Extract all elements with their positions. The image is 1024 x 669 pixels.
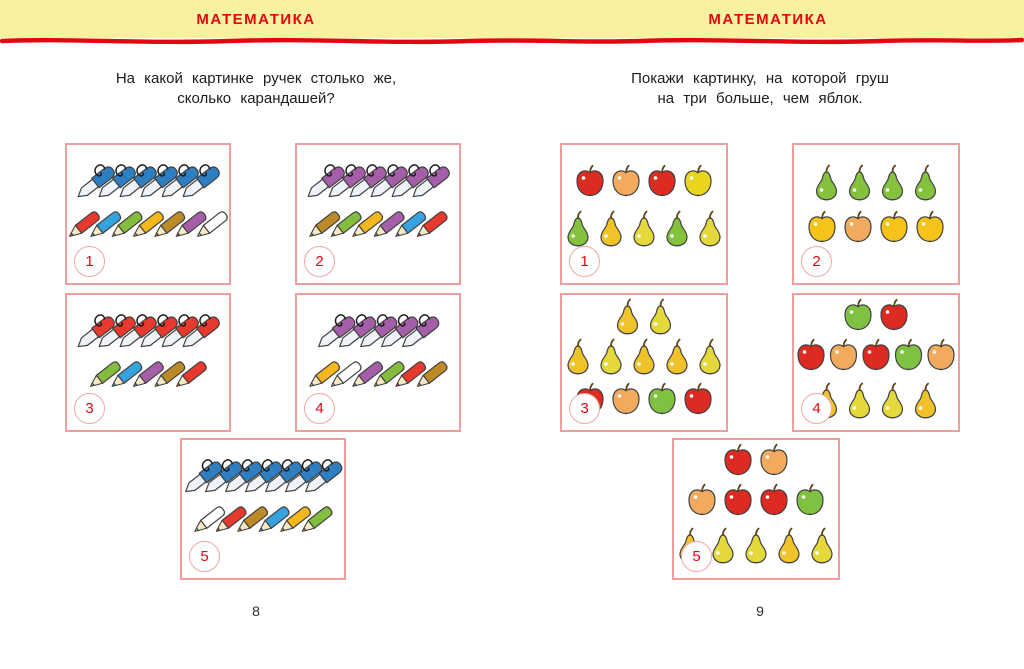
pear-icon [883, 166, 903, 200]
page-number-right: 9 [756, 603, 764, 619]
pear-icon [634, 340, 654, 374]
answer-box-9-4[interactable] [792, 293, 960, 432]
answer-box-9-5[interactable] [672, 438, 840, 580]
pear-icon [779, 529, 799, 563]
apple-icon [798, 340, 824, 370]
apple-icon [797, 485, 823, 515]
pear-icon [667, 340, 687, 374]
page-number-left: 8 [252, 603, 260, 619]
box-number-badge: 4 [304, 393, 335, 424]
question-line: На какой картинке ручек столько же, [115, 70, 397, 87]
apple-icon [725, 445, 751, 475]
apple-icon [613, 384, 639, 414]
pear-icon [812, 529, 832, 563]
pear-icon [883, 384, 903, 418]
apple-icon [649, 166, 675, 196]
pear-icon [601, 212, 621, 246]
pear-icon [618, 300, 638, 334]
apple-icon [881, 212, 907, 242]
question-line: сколько карандашей? [177, 90, 335, 107]
pear-icon [746, 529, 766, 563]
pear-icon [713, 529, 733, 563]
apple-icon [896, 340, 922, 370]
answer-box-8-5[interactable] [180, 438, 346, 580]
pear-icon [601, 340, 621, 374]
pear-icon [651, 300, 671, 334]
red-divider-line [0, 33, 1024, 49]
box-number-badge: 3 [569, 393, 600, 424]
apple-icon [761, 485, 787, 515]
box-number-badge: 1 [74, 246, 105, 277]
pear-icon [700, 212, 720, 246]
apple-icon [809, 212, 835, 242]
box-number-badge: 5 [189, 541, 220, 572]
apple-icon [689, 485, 715, 515]
pear-icon [850, 384, 870, 418]
apple-icon [917, 212, 943, 242]
apple-icon [649, 384, 675, 414]
box-number-badge: 2 [304, 246, 335, 277]
apple-icon [725, 485, 751, 515]
apple-icon [845, 212, 871, 242]
box-number-badge: 4 [801, 393, 832, 424]
pear-icon [850, 166, 870, 200]
pear-icon [667, 212, 687, 246]
answer-box-9-1[interactable] [560, 143, 728, 285]
box-number-badge: 3 [74, 393, 105, 424]
box-number-badge: 2 [801, 246, 832, 277]
pear-icon [817, 166, 837, 200]
question-text-left [48, 69, 464, 109]
answer-box-8-3[interactable] [65, 293, 231, 432]
pear-icon [700, 340, 720, 374]
pear-icon [568, 212, 588, 246]
apple-icon [928, 340, 954, 370]
apple-icon [881, 300, 907, 330]
box-number-badge: 5 [681, 541, 712, 572]
pear-icon [568, 340, 588, 374]
box-number-badge: 1 [569, 246, 600, 277]
apple-icon [613, 166, 639, 196]
question-text-right [552, 69, 968, 109]
page-title-left: МАТЕМАТИКА [196, 11, 316, 28]
pencil-icon [67, 210, 101, 240]
pear-icon [916, 384, 936, 418]
pear-icon [634, 212, 654, 246]
answer-box-8-4[interactable] [295, 293, 461, 432]
question-line: Покажи картинку, на которой груш [631, 70, 889, 87]
apple-icon [577, 166, 603, 196]
answer-box-9-3[interactable] [560, 293, 728, 432]
apple-icon [863, 340, 889, 370]
apple-icon [685, 384, 711, 414]
answer-box-9-2[interactable] [792, 143, 960, 285]
apple-icon [685, 166, 711, 196]
page-title-right: МАТЕМАТИКА [708, 11, 828, 28]
answer-box-8-2[interactable] [295, 143, 461, 285]
apple-icon [845, 300, 871, 330]
apple-icon [761, 445, 787, 475]
pear-icon [916, 166, 936, 200]
answer-box-8-1[interactable] [65, 143, 231, 285]
apple-icon [831, 340, 857, 370]
question-line: на три больше, чем яблок. [657, 90, 863, 107]
